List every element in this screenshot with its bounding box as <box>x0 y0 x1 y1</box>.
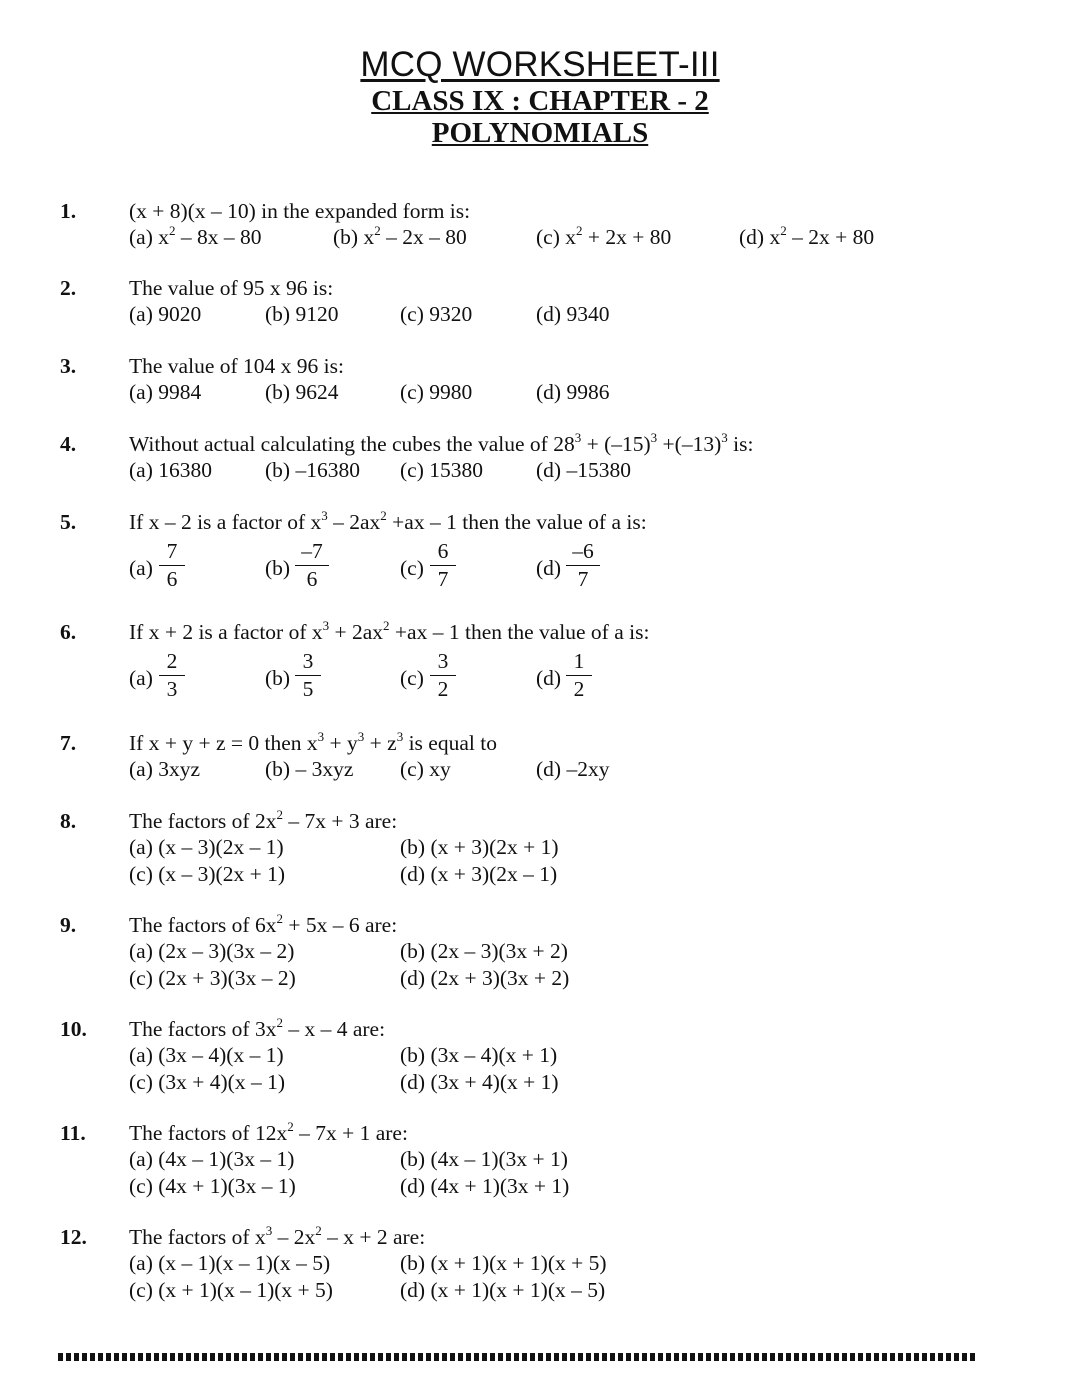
question-options <box>0 1043 1080 1103</box>
option-c[interactable]: (c) (x + 1)(x – 1)(x + 5) <box>129 1278 333 1302</box>
option-d[interactable]: (d) (3x + 4)(x + 1) <box>400 1070 559 1094</box>
question-options <box>0 757 1080 817</box>
question-options <box>0 1251 1080 1311</box>
question-stem: The factors of $2x^2 - 7x + 3$ are: <box>129 807 398 833</box>
option-b[interactable]: (b) (x + 3)(2x + 1) <box>400 835 559 859</box>
option-b[interactable]: (b) (3x – 4)(x + 1) <box>400 1043 558 1067</box>
question-number: 3. <box>60 354 77 378</box>
question-number: 6. <box>60 620 77 644</box>
option-d[interactable]: (d) $x^2 - 2x + 80$ <box>739 223 875 249</box>
fraction: –6 7 <box>566 540 600 590</box>
option-a[interactable]: (a) 3xyz <box>129 757 201 781</box>
option-d[interactable]: (d) (4x + 1)(3x + 1) <box>400 1174 570 1198</box>
question-number: 9. <box>60 913 77 937</box>
option-a[interactable]: (a) (4x – 1)(3x – 1) <box>129 1147 295 1171</box>
question-options <box>0 835 1080 895</box>
question-number: 1. <box>60 199 77 223</box>
option-a[interactable]: (a) 9984 <box>129 380 202 404</box>
option-b[interactable]: (b) – 3xyz <box>265 757 354 781</box>
option-c[interactable]: (c) (2x + 3)(3x – 2) <box>129 966 296 990</box>
question-stem: The value of 95 x 96 is: <box>129 276 334 300</box>
question-options <box>0 939 1080 999</box>
question-stem: If x + 2 is a factor of $x^3 + 2ax^2 +ax - 1$ then the value of a is: <box>129 618 650 644</box>
question-stem: (x + 8)(x – 10) in the expanded form is: <box>129 199 471 223</box>
option-c[interactable]: (c) 9980 <box>400 380 473 404</box>
option-a[interactable]: (a) (x – 1)(x – 1)(x – 5) <box>129 1251 331 1275</box>
question-number: 11. <box>60 1121 86 1145</box>
question-stem: The factors of $3x^2$ – x – 4 are: <box>129 1015 386 1041</box>
question-options: (a) 7 6 (b) –7 6 (c) 6 7 (d) –6 7 <box>0 536 1080 596</box>
fraction: 6 7 <box>430 540 456 590</box>
question-options <box>0 458 1080 518</box>
question-stem: The factors of $12x^2 - 7x + 1$ are: <box>129 1119 408 1145</box>
option-b[interactable]: (b) (x + 1)(x + 1)(x + 5) <box>400 1251 607 1275</box>
option-c[interactable]: (c) $x^2 + 2x + 80$ <box>536 223 672 249</box>
option-d[interactable]: (d) 9986 <box>536 380 610 404</box>
question-number: 10. <box>60 1017 87 1041</box>
option-d[interactable]: (d) (x + 1)(x + 1)(x – 5) <box>400 1278 606 1302</box>
fraction: 2 3 <box>159 650 185 700</box>
question-stem: The factors of $x^3 - 2x^2 - x + 2$ are: <box>129 1223 426 1249</box>
option-b[interactable]: (b) (2x – 3)(3x + 2) <box>400 939 568 963</box>
question-number: 12. <box>60 1225 87 1249</box>
question-stem: The factors of $6x^2 + 5x - 6$ are: <box>129 911 398 937</box>
option-d[interactable]: (d) –2xy <box>536 757 610 781</box>
question-stem: If x + y + z = 0 then $x^3 + y^3 + z^3$ is equal to <box>129 729 497 755</box>
fraction: 7 6 <box>159 540 185 590</box>
worksheet-subtitle: CLASS IX : CHAPTER - 2 <box>371 85 709 117</box>
option-b[interactable]: (b) –16380 <box>265 458 360 482</box>
option-c[interactable]: (c) 15380 <box>400 458 483 482</box>
option-a[interactable]: (a) 16380 <box>129 458 212 482</box>
option-c[interactable]: (c) xy <box>400 757 451 781</box>
question-number: 8. <box>60 809 77 833</box>
question-options <box>0 302 1080 362</box>
option-a[interactable]: (a) (x – 3)(2x – 1) <box>129 835 284 859</box>
option-c[interactable]: (c) (x – 3)(2x + 1) <box>129 862 286 886</box>
option-c[interactable]: (c) 9320 <box>400 302 473 326</box>
worksheet-topic: POLYNOMIALS <box>431 117 649 149</box>
option-d[interactable]: (d) 9340 <box>536 302 610 326</box>
option-b[interactable]: (b) 9120 <box>265 302 339 326</box>
option-d[interactable]: (d) (2x + 3)(3x + 2) <box>400 966 570 990</box>
option-d[interactable]: (d) (x + 3)(2x – 1) <box>400 862 558 886</box>
option-c[interactable]: (c) (3x + 4)(x – 1) <box>129 1070 286 1094</box>
option-d[interactable]: (d) –15380 <box>536 458 631 482</box>
question-options <box>0 1147 1080 1207</box>
question-stem: The value of 104 x 96 is: <box>129 354 344 378</box>
footer-dotted-rule <box>58 1353 976 1361</box>
question-stem: If x – 2 is a factor of $x^3 - 2ax^2 +ax - 1$ then the value of a is: <box>129 508 647 534</box>
option-a[interactable]: (a) $x^2 - 8x - 80$ <box>129 223 262 249</box>
question-number: 4. <box>60 432 77 456</box>
option-a[interactable]: (a) 9020 <box>129 302 202 326</box>
question-options <box>0 380 1080 440</box>
question-number: 7. <box>60 731 77 755</box>
worksheet-title: MCQ WORKSHEET-III <box>360 45 720 84</box>
question-number: 2. <box>60 276 77 300</box>
question-number: 5. <box>60 510 77 534</box>
fraction: 3 5 <box>295 650 321 700</box>
question-stem: Without actual calculating the cubes the value of $28^3 + (-15)^3 +(-13)^3$ is: <box>129 430 754 456</box>
fraction: 1 2 <box>566 650 592 700</box>
fraction: 3 2 <box>430 650 456 700</box>
worksheet-header <box>0 45 1080 149</box>
option-b[interactable]: (b) (4x – 1)(3x + 1) <box>400 1147 568 1171</box>
option-c[interactable]: (c) (4x + 1)(3x – 1) <box>129 1174 296 1198</box>
option-b[interactable]: (b) $x^2 - 2x - 80$ <box>333 223 467 249</box>
option-a[interactable]: (a) (2x – 3)(3x – 2) <box>129 939 295 963</box>
option-b[interactable]: (b) 9624 <box>265 380 339 404</box>
question-options: (a) 2 3 (b) 3 5 (c) 3 2 (d) 1 2 <box>0 646 1080 706</box>
fraction: –7 6 <box>295 540 329 590</box>
option-a[interactable]: (a) (3x – 4)(x – 1) <box>129 1043 284 1067</box>
